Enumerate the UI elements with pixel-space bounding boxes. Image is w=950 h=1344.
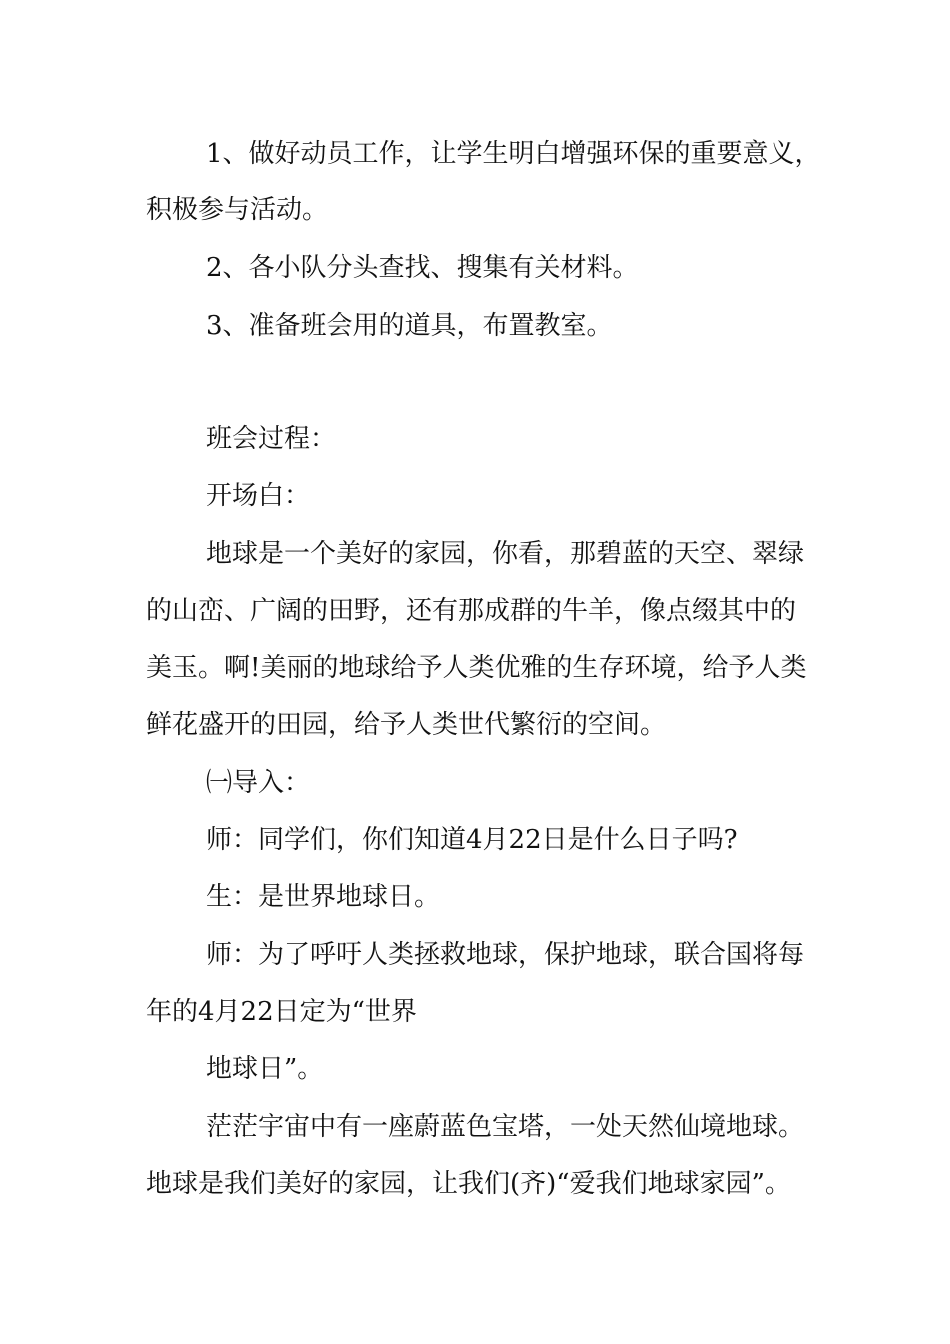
paragraph-3: 3、准备班会用的道具，布置教室。 <box>206 311 613 341</box>
paragraph-1-line-1: 1、做好动员工作，让学生明白增强环保的重要意义， <box>206 139 821 169</box>
paragraph-6-line-3: 美玉。啊!美丽的地球给予人类优雅的生存环境，给予人类 <box>146 653 807 683</box>
student-answer: 生：是世界地球日。 <box>206 882 441 912</box>
section-heading-class-process: 班会过程： <box>206 424 337 454</box>
paragraph-12-line-1: 茫茫宇宙中有一座蔚蓝色宝塔，一处天然仙境地球。 <box>206 1112 805 1142</box>
paragraph-6-line-4: 鲜花盛开的田园，给予人类世代繁衍的空间。 <box>146 710 667 740</box>
paragraph-1-line-2: 积极参与活动。 <box>146 195 329 225</box>
paragraph-10-line-1: 师：为了呼吁人类拯救地球，保护地球，联合国将每 <box>206 940 805 970</box>
paragraph-10-line-2: 年的4月22日定为“世界 <box>146 997 417 1027</box>
teacher-question: 师：同学们，你们知道4月22日是什么日子吗? <box>206 825 738 855</box>
section-heading-introduction: ㈠导入： <box>206 768 311 798</box>
paragraph-2: 2、各小队分头查找、搜集有关材料。 <box>206 253 639 283</box>
paragraph-6-line-2: 的山峦、广阔的田野，还有那成群的牛羊，像点缀其中的 <box>146 596 797 626</box>
paragraph-6-line-1: 地球是一个美好的家园，你看，那碧蓝的天空、翠绿 <box>206 539 805 569</box>
section-heading-opening: 开场白： <box>206 481 311 511</box>
paragraph-11: 地球日”。 <box>206 1054 324 1084</box>
paragraph-12-line-2: 地球是我们美好的家园，让我们(齐)“爱我们地球家园”。 <box>146 1169 791 1199</box>
